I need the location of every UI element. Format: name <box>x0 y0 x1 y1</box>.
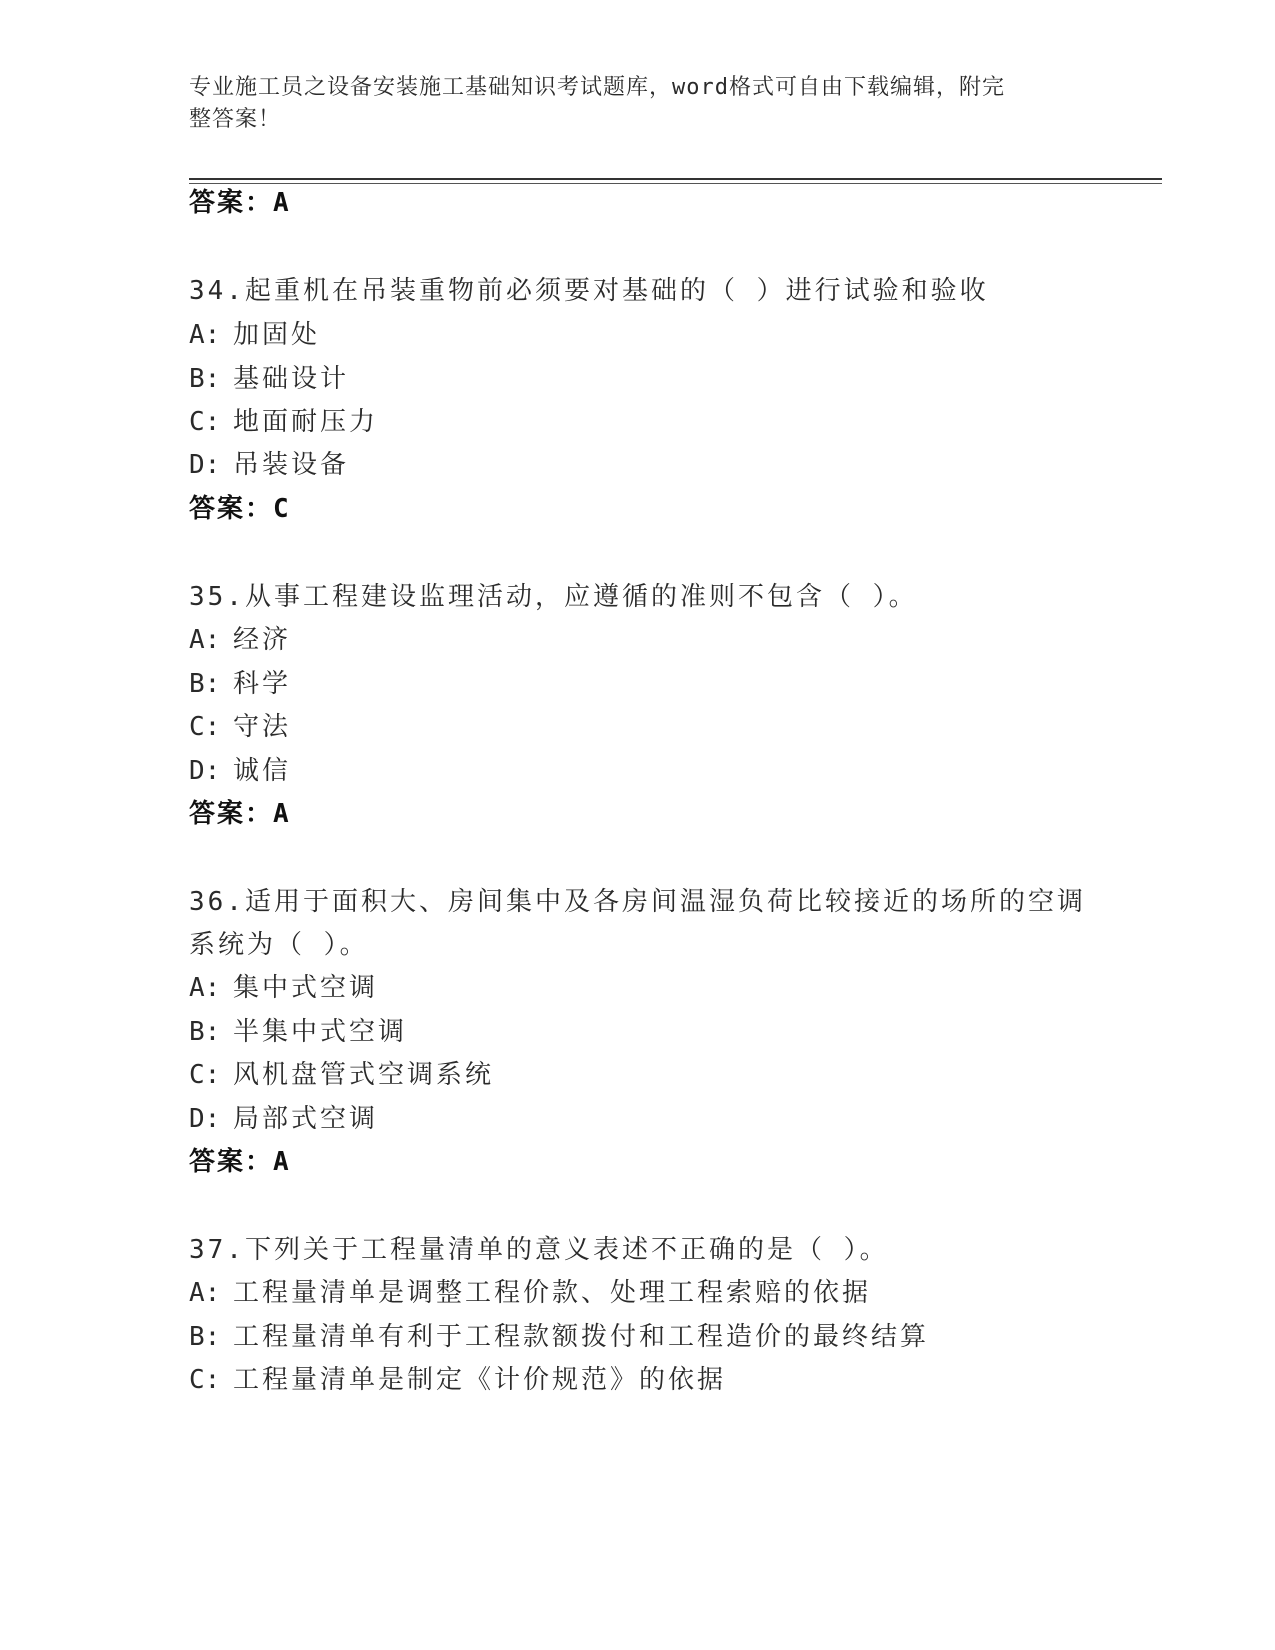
q35-option-a <box>189 623 291 657</box>
q36-option-c <box>189 1058 494 1092</box>
q36-answer: 答案：A <box>189 1147 291 1177</box>
option-label: B: <box>189 364 221 394</box>
option-label: D: <box>189 756 221 786</box>
option-text: 经济 <box>233 625 292 655</box>
q37-option-a <box>189 1276 871 1310</box>
option-text: 科学 <box>233 669 292 699</box>
option-label: B: <box>189 669 221 699</box>
option-label: A: <box>189 625 221 655</box>
q34-option-c <box>189 405 378 439</box>
q35-option-d <box>189 754 291 788</box>
q34-option-d <box>189 448 349 482</box>
option-text: 诚信 <box>233 756 292 786</box>
question-37: 37.下列关于工程量清单的意义表述不正确的是（ ）。 <box>189 1235 889 1265</box>
option-text: 半集中式空调 <box>233 1017 408 1047</box>
option-text: 集中式空调 <box>233 973 379 1003</box>
q34-option-b <box>189 362 349 396</box>
option-label: A: <box>189 1278 221 1308</box>
option-label: B: <box>189 1017 221 1047</box>
q37-option-c <box>189 1363 726 1397</box>
option-label: C: <box>189 1060 221 1090</box>
option-text: 基础设计 <box>233 364 350 394</box>
q35-option-c <box>189 710 291 744</box>
header-line-1: 专业施工员之设备安装施工基础知识考试题库，word格式可自由下载编辑，附完 <box>189 75 1005 100</box>
header-text <box>189 72 1089 136</box>
q36-option-d <box>189 1102 378 1136</box>
option-label: D: <box>189 450 221 480</box>
option-label: A: <box>189 973 221 1003</box>
option-label: B: <box>189 1322 221 1352</box>
option-label: A: <box>189 320 221 350</box>
option-text: 工程量清单有利于工程款额拨付和工程造价的最终结算 <box>233 1322 930 1352</box>
q35-answer: 答案：A <box>189 799 291 829</box>
question-36-line-2: 系统为（ ）。 <box>189 930 369 960</box>
q37-option-b <box>189 1320 929 1354</box>
q34-option-a <box>189 318 320 352</box>
option-text: 局部式空调 <box>233 1104 379 1134</box>
option-text: 吊装设备 <box>233 450 350 480</box>
option-text: 风机盘管式空调系统 <box>233 1060 495 1090</box>
question-34: 34.起重机在吊装重物前必须要对基础的（ ）进行试验和验收 <box>189 276 989 306</box>
header-divider-thin <box>189 183 1162 184</box>
option-text: 地面耐压力 <box>233 407 379 437</box>
header-line-2: 整答案！ <box>189 107 282 132</box>
option-label: C: <box>189 407 221 437</box>
option-text: 加固处 <box>233 320 321 350</box>
q34-answer: 答案：C <box>189 494 291 524</box>
question-35: 35.从事工程建设监理活动，应遵循的准则不包含（ ）。 <box>189 582 918 612</box>
q36-option-a <box>189 971 378 1005</box>
question-36-line-1: 36.适用于面积大、房间集中及各房间温湿负荷比较接近的场所的空调 <box>189 887 1086 917</box>
option-text: 工程量清单是调整工程价款、处理工程索赔的依据 <box>233 1278 872 1308</box>
option-label: D: <box>189 1104 221 1134</box>
option-text: 守法 <box>233 712 292 742</box>
answer-prev: 答案：A <box>189 188 291 218</box>
q35-option-b <box>189 667 291 701</box>
option-label: C: <box>189 1365 221 1395</box>
header-divider-thick <box>189 178 1162 180</box>
option-label: C: <box>189 712 221 742</box>
option-text: 工程量清单是制定《计价规范》的依据 <box>233 1365 727 1395</box>
q36-option-b <box>189 1015 407 1049</box>
